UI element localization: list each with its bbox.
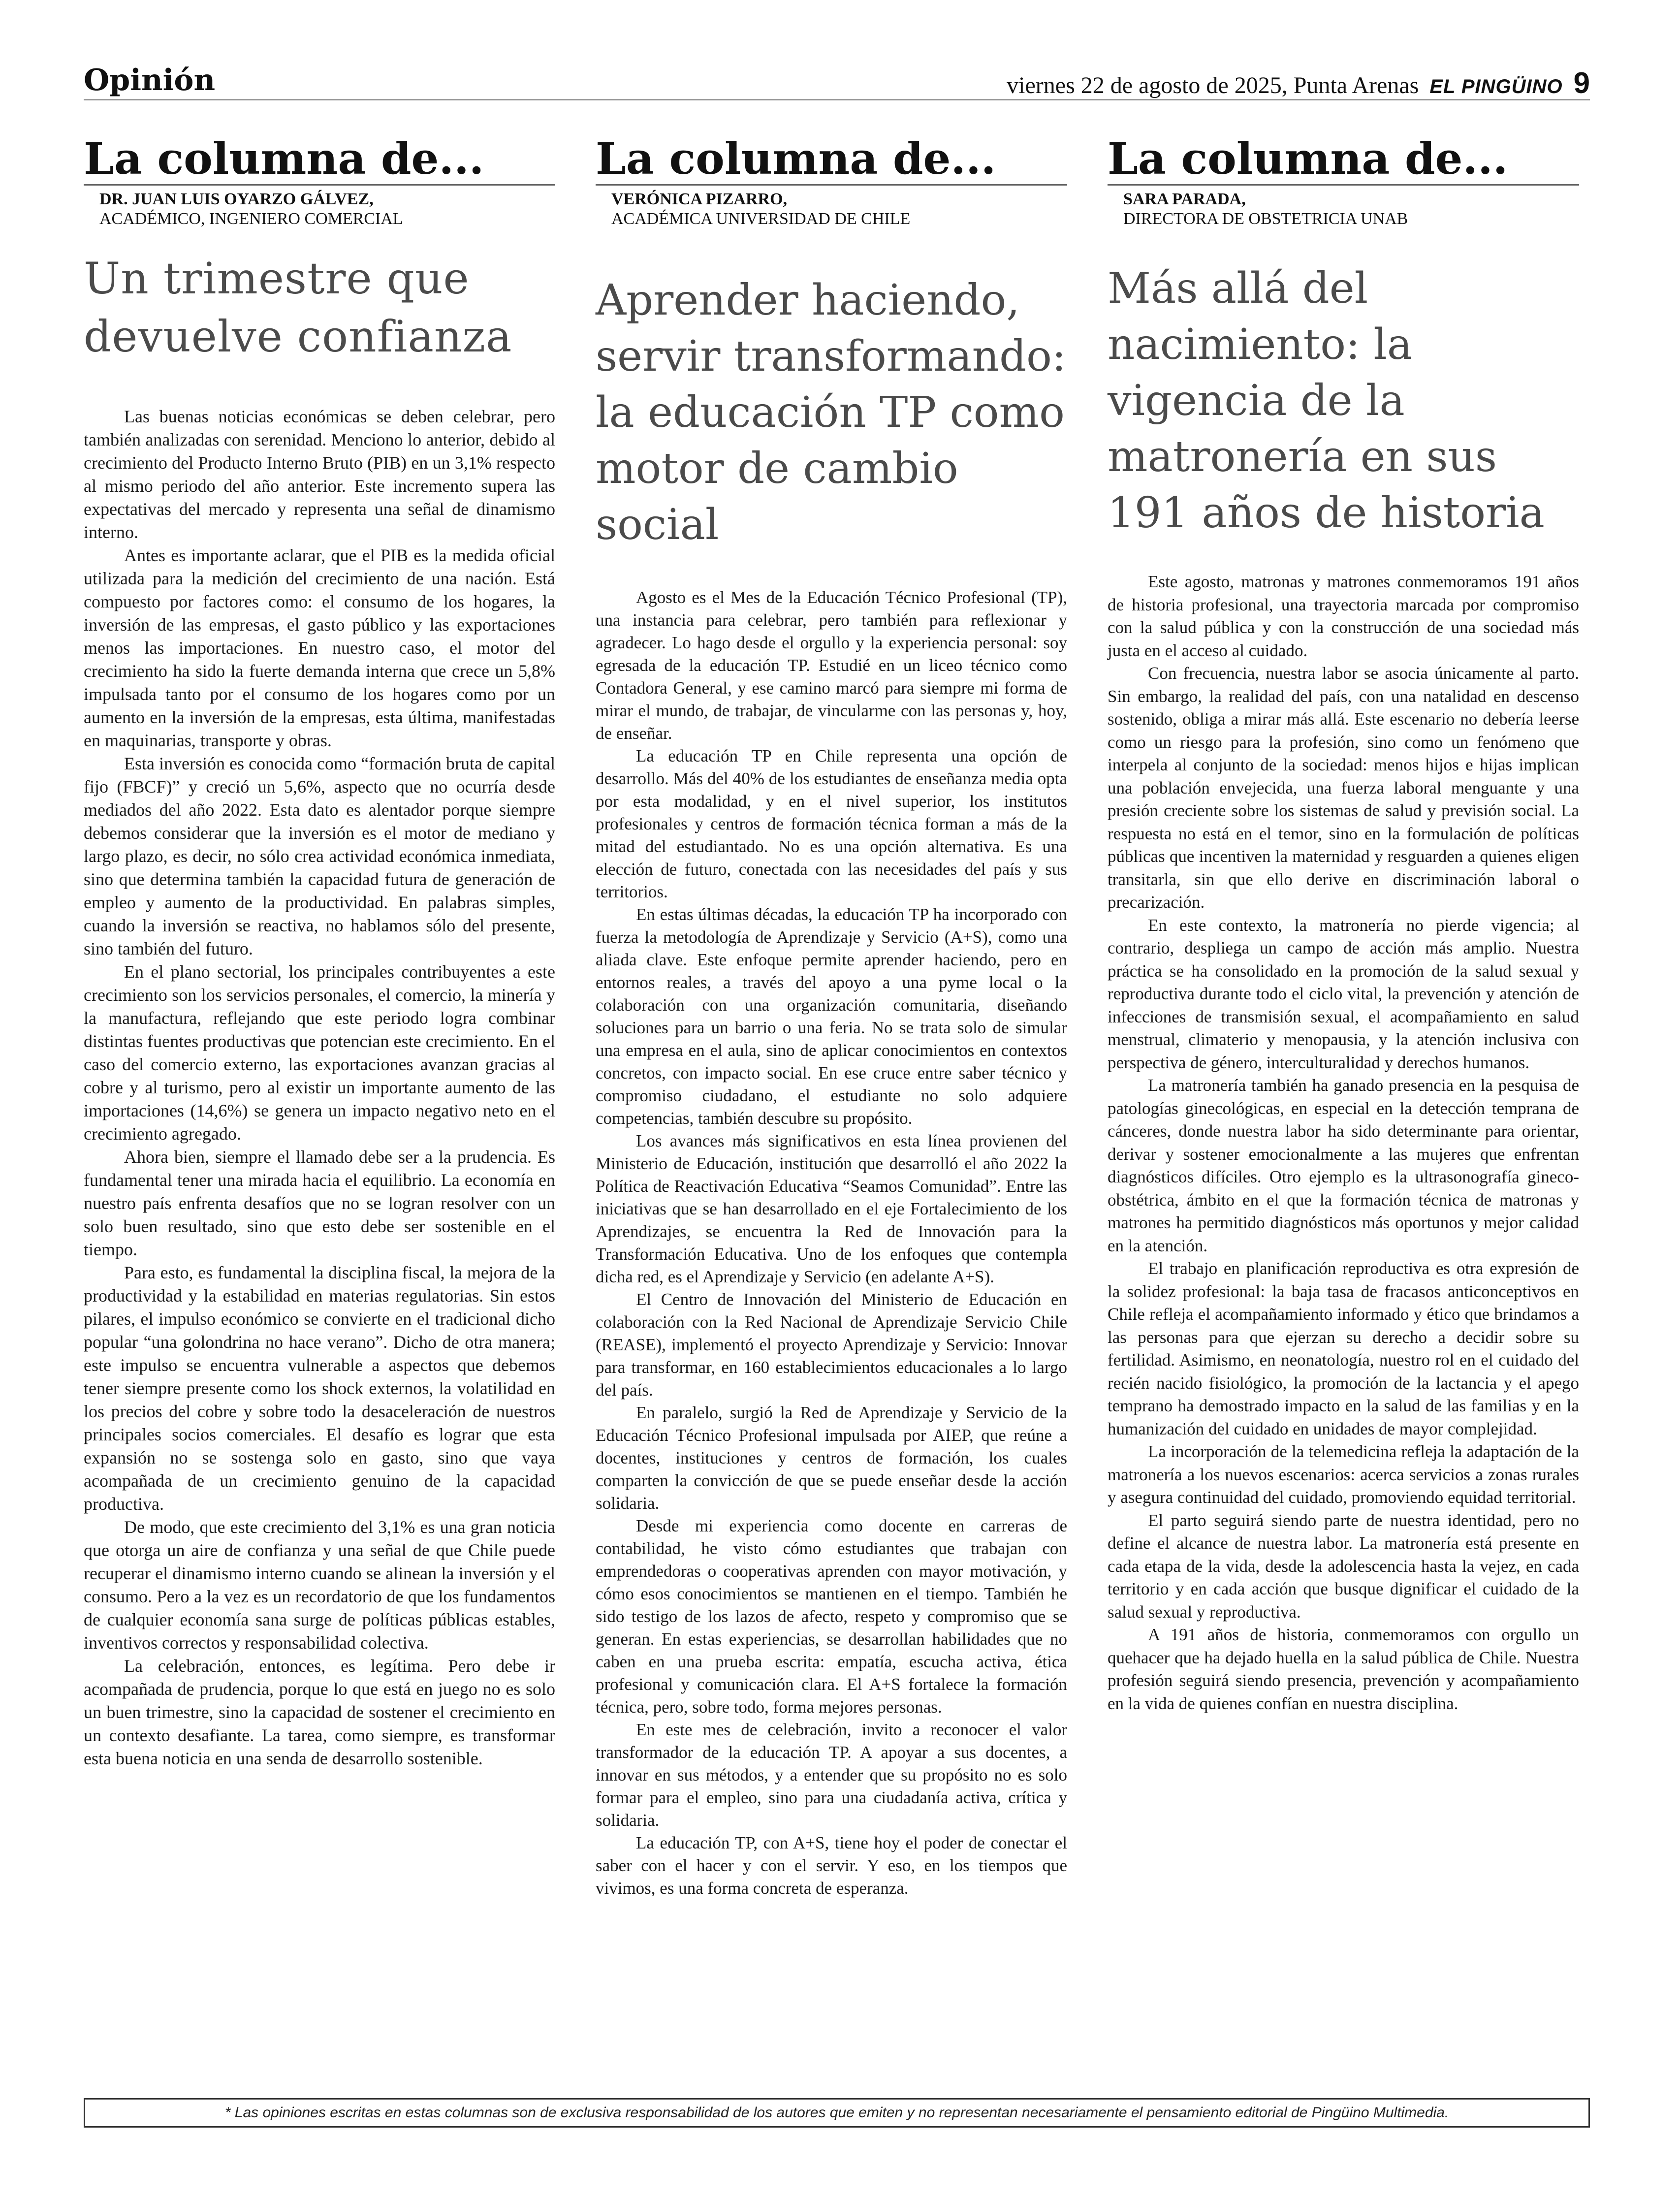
paragraph: Este agosto, matronas y matrones conmemoramos 191 años de historia profesional, una trayectoria marcada por compromiso con la salud pública y con la construcción de una sociedad más justa en el acceso al cuidado. [1108,572,1579,660]
paragraph: De modo, que este crecimiento del 3,1% es una gran noticia que otorga un aire de confianza y una señal de que Chile puede recuperar el dinamismo interno cuando se alinean la inversión y el consumo. Pero a la vez es un recordatorio de que los fundamentos de cualquier economía sana surge de políticas públicas estables, inventivos correctos y responsabilidad colectiva. [84,1517,555,1653]
column-author: DR. JUAN LUIS OYARZO GÁLVEZ, [99,190,374,208]
column-body [1108,571,1579,1715]
column-body [84,405,555,1770]
column-author-role: ACADÉMICO, INGENIERO COMERCIAL [99,210,403,228]
paragraph: Ahora bien, siempre el llamado debe ser a la prudencia. Es fundamental tener una mirada hacia el equilibrio. La economía en nuestro país enfrenta desafíos que no se logran resolver con un solo buen resultado, sino que esto debe ser sostenible en el tiempo. [84,1147,555,1259]
column-author: VERÓNICA PIZARRO, [611,190,788,208]
paragraph: El trabajo en planificación reproductiva es otra expresión de la solidez profesional: la baja tasa de fracasos anticonceptivos en Chile refleja el acompañamiento informado y ético que brindamos a las personas para que ejerzan su derecho a decidir sobre su fertilidad. Asimismo, en neonatología, nuestro rol en el cuidado del recién nacido fisiológico, la promoción de la lactancia y el apego temprano ha demostrado impacto en la salud de las familias y en la humanización del cuidado en unidades de mayor complejidad. [1108,1259,1579,1438]
column-headline: Más allá del nacimiento: la vigencia de la matronería en sus 191 años de historia [1108,264,1545,538]
paragraph: En este contexto, la matronería no pierde vigencia; al contrario, despliega un campo de acción más amplio. Nuestra práctica se ha consolidado en la promoción de la salud sexual y reproductiva durante todo el ciclo vital, la prevención y atención de infecciones de transmisión sexual, el acompañamiento en salud menstrual, climaterio y menopausia, y la atención inclusiva con perspectiva de género, interculturalidad y derechos humanos. [1108,915,1579,1072]
header-meta [1007,66,1590,100]
paragraph: Los avances más significativos en esta línea provienen del Ministerio de Educación, institución que desarrolló el año 2022 la Política de Reactivación Educativa “Seamos Comunidad”. Entre las iniciativas que se han desarrollado en el eje Fortalecimiento de los Aprendizajes, se encuentra la Red de Innovación para la Transformación Educativa. Uno de los enfoques que contempla dicha red, es el Aprendizaje y Servicio (en adelante A+S). [596,1131,1067,1286]
column-headline: Un trimestre que devuelve confianza [84,253,512,362]
paragraph: El Centro de Innovación del Ministerio de Educación en colaboración con la Red Nacional de Aprendizaje Servicio Chile (REASE), implementó el proyecto Aprendizaje y Servicio: Innovar para transformar, en 160 establecimientos educacionales a lo largo del país. [596,1290,1067,1400]
paragraph: Esta inversión es conocida como “formación bruta de capital fijo (FBCF)” y creció un 5,6%, aspecto que no ocurría desde mediados del año 2022. Esta dato es alentador porque siempre debemos considerar que la inversión es el motor de mediano y largo plazo, es decir, no sólo crea actividad económica inmediata, sino que determina también la capacidad futura de generación de empleo y aumento de la productividad. En palabras simples, cuando la inversión se reactiva, no hablamos sólo del presente, sino también del futuro. [84,754,555,958]
column-author: SARA PARADA, [1123,190,1246,208]
column-1 [84,134,555,2054]
paragraph: La educación TP, con A+S, tiene hoy el poder de conectar el saber con el hacer y con el servir. Y eso, en los tiempos que vivimos, es una forma concreta de esperanza. [596,1833,1067,1898]
column-kicker: La columna de... [1108,134,1579,186]
paragraph: Desde mi experiencia como docente en carreras de contabilidad, he visto cómo estudiantes que trabajan con emprendedoras o cooperativas aprenden con mayor motivación, y cómo esos conocimientos se mantienen en el tiempo. También he sido testigo de los lazos de afecto, respeto y compromiso que se generan. En estas experiencias, se desarrollan habilidades que no caben en una prueba escrita: empatía, escucha activa, ética profesional y comunicación clara. El A+S fortalece la formación técnica, pero, sobre todo, forma mejores personas. [596,1516,1067,1717]
column-body [596,586,1067,1900]
column-headline: Aprender haciendo, servir transformando: la educación TP como motor de cambio social [596,276,1066,549]
paragraph: En paralelo, surgió la Red de Aprendizaje y Servicio de la Educación Técnico Profesional impulsada por AIEP, que reúne a docentes, instituciones y centros de formación, los cuales comparten la convicción de que se puede enseñar desde la acción solidaria. [596,1403,1067,1513]
paragraph: Las buenas noticias económicas se deben celebrar, pero también analizadas con serenidad. Menciono lo anterior, debido al crecimiento del Producto Interno Bruto (PIB) en un 3,1% respecto al mismo periodo del año anterior. Este incremento supera las expectativas del mercado y representa una señal de dinamismo interno. [84,407,555,542]
section-title: Opinión [84,63,216,97]
paragraph: Antes es importante aclarar, que el PIB es la medida oficial utilizada para la medición del crecimiento de una nación. Está compuesto por factores como: el consumo de los hogares, la inversión de las empresas, el gasto público y las exportaciones menos las importaciones. En nuestro caso, el motor del crecimiento ha sido la fuerte demanda interna que crece un 5,8% impulsada tanto por el consumo de los hogares como por un aumento en la inversión de la empresas, esta última, manifestadas en maquinarias, transporte y obras. [84,545,555,750]
paragraph: La educación TP en Chile representa una opción de desarrollo. Más del 40% de los estudiantes de enseñanza media opta por esta modalidad, y en el nivel superior, los institutos profesionales y centros de formación técnica forman a más de la mitad del estudiantado. No es una opción alternativa. Es una elección de futuro, conectada con las necesidades del país y sus territorios. [596,746,1067,901]
paragraph: A 191 años de historia, conmemoramos con orgullo un quehacer que ha dejado huella en la salud pública de Chile. Nuestra profesión seguirá siendo presencia, prevención y acompañamiento en la vida de quienes confían en nuestra disciplina. [1108,1625,1579,1713]
paragraph: La incorporación de la telemedicina refleja la adaptación de la matronería a los nuevos escenarios: acerca servicios a zonas rurales y asegura continuidad del cuidado, promoviendo equidad territorial. [1108,1442,1579,1507]
page-header [84,58,1590,100]
paragraph: En estas últimas décadas, la educación TP ha incorporado con fuerza la metodología de Aprendizaje y Servicio (A+S), como una aliada clave. Este enfoque permite aprender haciendo, pero en entornos reales, a través del apoyo a una pyme local o la colaboración con una organización comunitaria, diseñando soluciones para un barrio o una feria. No se trata solo de simular una empresa en el aula, sino de aplicar conocimientos en contextos concretos, con impacto social. En ese cruce entre saber técnico y compromiso ciudadano, el estudiante no solo adquiere competencias, también descubre su propósito. [596,905,1067,1128]
page-number: 9 [1573,66,1590,99]
column-3 [1108,134,1579,2054]
paragraph: Con frecuencia, nuestra labor se asocia únicamente al parto. Sin embargo, la realidad del país, con una natalidad en descenso sostenido, obliga a mirar más allá. Este escenario no debería leerse como un riesgo para la profesión, sino como un fenómeno que interpela al conjunto de la sociedad: menos hijos e hijas implican una población envejecida, una fuerza laboral menguante y una presión creciente sobre los sistemas de salud y previsión social. La respuesta no está en el temor, sino en la formulación de políticas públicas que incentiven la maternidad y resguarden a quienes eligen transitarla, sin que ello derive en discriminación laboral o precarización. [1108,664,1579,912]
paragraph: Para esto, es fundamental la disciplina fiscal, la mejora de la productividad y la estabilidad en materias regulatorias. Sin estos pilares, el impulso económico se convierte en el tradicional dicho popular “una golondrina no hace verano”. Dicho de otra manera; este impulso se encuentra vulnerable a aspectos que debemos tener siempre presente como los shock externos, la volatilidad en los precios del cobre y sobre todo la desaceleración de nuestros principales socios comerciales. El desafío es lograr que esta expansión no se sostenga solo en gasto, sino que vaya acompañada de un crecimiento genuino de la capacidad productiva. [84,1263,555,1514]
paragraph: La matronería también ha ganado presencia en la pesquisa de patologías ginecológicas, en especial en la detección temprana de cánceres, donde nuestra labor ha sido determinante para orientar, derivar y sostener emocionalmente a las mujeres que enfrentan diagnósticos difíciles. Otro ejemplo es la ultrasonografía gineco-obstétrica, ámbito en el que la formación técnica de matronas y matrones ha permitido diagnósticos más oportunos y mejor calidad en la atención. [1108,1076,1579,1255]
paragraph: Agosto es el Mes de la Educación Técnico Profesional (TP), una instancia para celebrar, pero también para reflexionar y agradecer. Lo hago desde el orgullo y la experiencia personal: soy egresada de la educación TP. Estudié en un liceo técnico como Contadora General, y ese camino marcó para siempre mi forma de mirar el mundo, de trabajar, de vincularme con las personas y, hoy, de enseñar. [596,588,1067,743]
column-kicker: La columna de... [84,134,555,186]
column-2 [596,134,1067,2054]
paragraph: En el plano sectorial, los principales contribuyentes a este crecimiento son los servicios personales, el comercio, la minería y la manufactura, reflejando que este periodo logra combinar distintas fuentes productivas que potencian este crecimiento. En el caso del comercio externo, las exportaciones avanzan gracias al cobre y al turismo, pero al existir un importante aumento de las importaciones (14,6%) se genera un impacto negativo neto en el crecimiento agregado. [84,962,555,1144]
disclaimer-box: * Las opiniones escritas en estas columnas son de exclusiva responsabilidad de los autores que emiten y no representan necesariamente el pensamiento editorial de Pingüino Multimedia. [84,2098,1590,2128]
column-author-role: DIRECTORA DE OBSTETRICIA UNAB [1123,210,1408,228]
column-author-role: ACADÉMICA UNIVERSIDAD DE CHILE [611,210,911,228]
paragraph: La celebración, entonces, es legítima. Pero debe ir acompañada de prudencia, porque lo que está en juego no es solo un buen trimestre, sino la capacidad de sostener el crecimiento en un contexto desafiante. La tarea, como siempre, es transformar esta buena noticia en una senda de desarrollo sostenible. [84,1656,555,1768]
paragraph: En este mes de celebración, invito a reconocer el valor transformador de la educación TP. A apoyar a sus docentes, a innovar en sus métodos, y a entender que su propósito no es solo formar para el empleo, sino para una ciudadanía activa, crítica y solidaria. [596,1720,1067,1830]
newspaper-logo: EL PINGÜINO [1429,76,1563,97]
column-kicker: La columna de... [596,134,1067,186]
paragraph: El parto seguirá siendo parte de nuestra identidad, pero no define el alcance de nuestra labor. La matronería está presente en cada etapa de la vida, desde la adolescencia hasta la vejez, en cada territorio y en cada acción que busque dignificar el cuidado de la salud sexual y reproductiva. [1108,1510,1579,1622]
date-line: viernes 22 de agosto de 2025, Punta Arenas [1007,72,1419,98]
